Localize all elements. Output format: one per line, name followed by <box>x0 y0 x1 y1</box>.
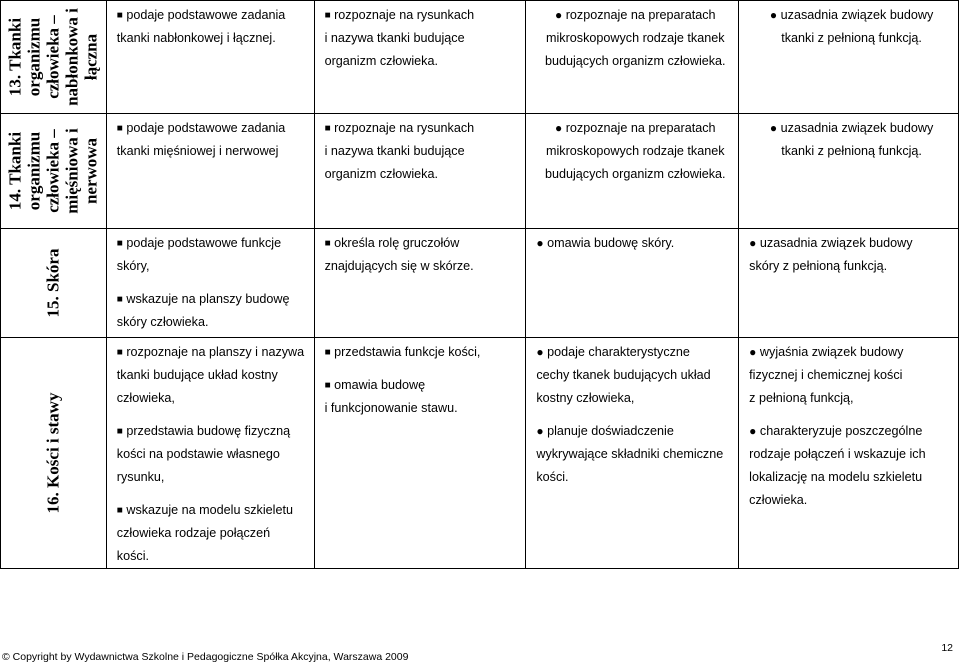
square-bullet-icon: ■ <box>116 426 123 437</box>
requirement-text: wskazuje na modelu szkieletu <box>126 503 293 517</box>
requirement-text: rozpoznaje na preparatach <box>565 121 716 135</box>
requirement-text: rozpoznaje na planszy i nazywa <box>126 345 305 359</box>
requirement-line <box>536 163 734 186</box>
copyright-footer: © Copyright by Wydawnictwa Szkolne i Pedagogiczne Spółka Akcyjna, Warszawa 2009 <box>2 651 409 663</box>
requirement-line <box>536 387 734 410</box>
requirement-text: człowieka. <box>749 493 808 507</box>
requirement-text: planuje doświadczenie <box>547 424 674 438</box>
topic-line: nerwowa <box>81 137 101 205</box>
dot-bullet-icon: ● <box>769 121 778 135</box>
requirement-line <box>325 397 522 420</box>
dot-bullet-icon: ● <box>536 424 544 438</box>
requirement-line <box>117 232 310 255</box>
requirement-text: skóry człowieka. <box>116 315 209 329</box>
requirement-line <box>325 4 522 27</box>
requirement-line <box>117 522 310 545</box>
dot-bullet-icon: ● <box>749 424 757 438</box>
requirement-line <box>117 341 310 364</box>
requirement-text: charakteryzuje poszczególne <box>759 424 923 438</box>
requirement-line <box>117 545 310 568</box>
square-bullet-icon: ■ <box>324 238 331 249</box>
requirement-line <box>117 364 310 387</box>
requirement-text: rysunku, <box>116 470 165 484</box>
requirement-text: i nazywa tkanki budujące <box>324 31 465 45</box>
requirement-line <box>117 311 310 334</box>
requirement-line <box>325 140 522 163</box>
requirement-text: znajdujących się w skórze. <box>324 259 474 273</box>
topic-line: 15. Skóra <box>43 248 63 318</box>
topic-line: człowieka – <box>43 15 63 99</box>
requirement-cell <box>314 338 526 569</box>
dot-bullet-icon: ● <box>554 121 563 135</box>
topic-line: organizmu <box>24 17 44 97</box>
square-bullet-icon: ■ <box>116 10 123 21</box>
requirement-cell <box>314 114 526 229</box>
requirement-text: tkanki nabłonkowej i łącznej. <box>116 31 276 45</box>
requirement-text: budujących organizm człowieka. <box>544 167 726 181</box>
requirement-line <box>117 117 310 140</box>
requirement-line <box>117 387 310 410</box>
requirement-text: organizm człowieka. <box>324 167 438 181</box>
dot-bullet-icon: ● <box>536 345 544 359</box>
table-row <box>1 229 959 338</box>
topic-title <box>44 249 63 318</box>
topic-cell <box>1 114 107 229</box>
requirement-text: wskazuje na planszy budowę <box>126 292 290 306</box>
square-bullet-icon: ■ <box>324 380 331 391</box>
requirement-cell <box>739 1 959 114</box>
requirement-text: skóry z pełnioną funkcją. <box>749 259 888 273</box>
requirement-line <box>117 4 310 27</box>
square-bullet-icon: ■ <box>116 505 123 516</box>
requirement-cell <box>526 114 739 229</box>
requirement-text: i nazywa tkanki budujące <box>324 144 465 158</box>
dot-bullet-icon: ● <box>769 8 778 22</box>
table-row <box>1 114 959 229</box>
requirement-line <box>536 443 734 466</box>
requirement-line <box>749 232 954 255</box>
requirement-line <box>325 374 522 397</box>
topic-title <box>6 128 101 213</box>
requirement-text: podaje podstawowe zadania <box>126 8 286 22</box>
topic-line: łączna <box>81 33 101 81</box>
requirement-text: podaje charakterystyczne <box>547 345 690 359</box>
requirement-text: rozpoznaje na rysunkach <box>334 8 475 22</box>
square-bullet-icon: ■ <box>116 294 123 305</box>
requirement-line <box>749 117 954 140</box>
requirement-text: rozpoznaje na rysunkach <box>334 121 475 135</box>
topic-line: organizmu <box>24 131 44 211</box>
requirement-text: i funkcjonowanie stawu. <box>324 401 458 415</box>
requirement-line <box>749 140 954 163</box>
requirement-line <box>749 489 954 512</box>
requirement-text: skóry, <box>116 259 150 273</box>
square-bullet-icon: ■ <box>116 123 123 134</box>
requirement-text: podaje podstawowe funkcje <box>126 236 282 250</box>
requirement-text: przedstawia budowę fizyczną <box>126 424 291 438</box>
requirement-line <box>325 255 522 278</box>
requirement-line <box>536 420 734 443</box>
requirement-line <box>536 364 734 387</box>
requirement-text: kości. <box>116 549 149 563</box>
requirement-line <box>749 466 954 489</box>
requirement-text: kości. <box>536 470 569 484</box>
topic-line: 16. Kości i stawy <box>43 392 63 514</box>
requirement-line <box>117 466 310 489</box>
requirement-cell <box>739 338 959 569</box>
dot-bullet-icon: ● <box>749 236 757 250</box>
requirement-text: uzasadnia związek budowy <box>780 121 934 135</box>
requirement-line <box>536 341 734 364</box>
requirement-text: uzasadnia związek budowy <box>759 236 913 250</box>
topic-title <box>44 393 63 514</box>
requirement-text: tkanki z pełnioną funkcją. <box>781 31 922 45</box>
requirement-text: lokalizację na modelu szkieletu <box>749 470 923 484</box>
requirement-text: organizm człowieka. <box>324 54 438 68</box>
requirement-line <box>749 255 954 278</box>
requirement-text: rozpoznaje na preparatach <box>565 8 716 22</box>
requirement-line <box>117 140 310 163</box>
topic-line: 13. Tkanki <box>5 17 25 97</box>
topic-line: mięśniowa i <box>62 128 82 214</box>
requirement-line <box>536 117 734 140</box>
requirement-line <box>749 387 954 410</box>
topic-cell <box>1 338 107 569</box>
square-bullet-icon: ■ <box>324 347 331 358</box>
requirement-line <box>536 466 734 489</box>
requirement-text: cechy tkanek budujących układ <box>536 368 711 382</box>
requirement-text: fizycznej i chemicznej kości <box>749 368 903 382</box>
requirement-text: przedstawia funkcje kości, <box>334 345 481 359</box>
dot-bullet-icon: ● <box>554 8 563 22</box>
requirement-cell <box>106 1 314 114</box>
requirement-line <box>325 341 522 364</box>
requirement-cell <box>106 114 314 229</box>
requirement-text: omawia budowę <box>334 378 426 392</box>
requirement-text: wykrywające składniki chemiczne <box>536 447 724 461</box>
requirement-text: tkanki z pełnioną funkcją. <box>781 144 922 158</box>
requirement-text: budujących organizm człowieka. <box>544 54 726 68</box>
page-number: 12 <box>941 642 953 654</box>
requirement-line <box>325 117 522 140</box>
requirement-text: omawia budowę skóry. <box>547 236 675 250</box>
requirement-cell <box>314 229 526 338</box>
requirement-line <box>749 420 954 443</box>
square-bullet-icon: ■ <box>324 10 331 21</box>
topic-cell <box>1 229 107 338</box>
requirement-text: tkanki mięśniowej i nerwowej <box>116 144 279 158</box>
requirement-cell <box>526 229 739 338</box>
requirement-text: uzasadnia związek budowy <box>780 8 934 22</box>
requirement-line <box>749 4 954 27</box>
requirement-text: wyjaśnia związek budowy <box>759 345 904 359</box>
requirement-text: człowieka, <box>116 391 175 405</box>
requirement-cell <box>739 229 959 338</box>
requirement-text: podaje podstawowe zadania <box>126 121 286 135</box>
requirement-text: mikroskopowych rodzaje tkanek <box>546 31 725 45</box>
requirement-line <box>749 443 954 466</box>
topic-cell <box>1 1 107 114</box>
requirement-cell <box>106 229 314 338</box>
square-bullet-icon: ■ <box>116 347 123 358</box>
requirement-line <box>536 50 734 73</box>
requirement-cell <box>526 338 739 569</box>
square-bullet-icon: ■ <box>324 123 331 134</box>
requirement-cell <box>739 114 959 229</box>
requirement-text: mikroskopowych rodzaje tkanek <box>546 144 725 158</box>
requirement-cell <box>314 1 526 114</box>
topic-line: człowieka – <box>43 129 63 213</box>
topic-title <box>6 8 101 106</box>
requirement-text: człowieka rodzaje połączeń <box>116 526 271 540</box>
requirement-line <box>117 27 310 50</box>
requirement-cell <box>526 1 739 114</box>
requirement-cell <box>106 338 314 569</box>
requirement-text: określa rolę gruczołów <box>334 236 460 250</box>
requirement-line <box>536 27 734 50</box>
table-row <box>1 1 959 114</box>
requirement-line <box>117 255 310 278</box>
requirement-text: kostny człowieka, <box>536 391 635 405</box>
requirement-line <box>325 232 522 255</box>
requirement-text: tkanki budujące układ kostny <box>116 368 278 382</box>
requirement-line <box>536 4 734 27</box>
requirement-line <box>117 499 310 522</box>
requirement-line <box>749 27 954 50</box>
requirement-line <box>536 232 734 255</box>
requirement-text: z pełnioną funkcją, <box>749 391 854 405</box>
requirement-text: kości na podstawie własnego <box>116 447 280 461</box>
dot-bullet-icon: ● <box>749 345 757 359</box>
topic-line: nabłonkowa i <box>62 8 82 106</box>
topic-line: 14. Tkanki <box>5 131 25 211</box>
requirement-line <box>117 288 310 311</box>
requirement-text: rodzaje połączeń i wskazuje ich <box>749 447 926 461</box>
requirement-line <box>325 163 522 186</box>
square-bullet-icon: ■ <box>116 238 123 249</box>
requirement-line <box>117 420 310 443</box>
table-row <box>1 338 959 569</box>
dot-bullet-icon: ● <box>536 236 544 250</box>
requirement-line <box>117 443 310 466</box>
requirement-line <box>749 364 954 387</box>
requirement-line <box>325 27 522 50</box>
requirement-line <box>749 341 954 364</box>
requirement-line <box>536 140 734 163</box>
requirement-line <box>325 50 522 73</box>
